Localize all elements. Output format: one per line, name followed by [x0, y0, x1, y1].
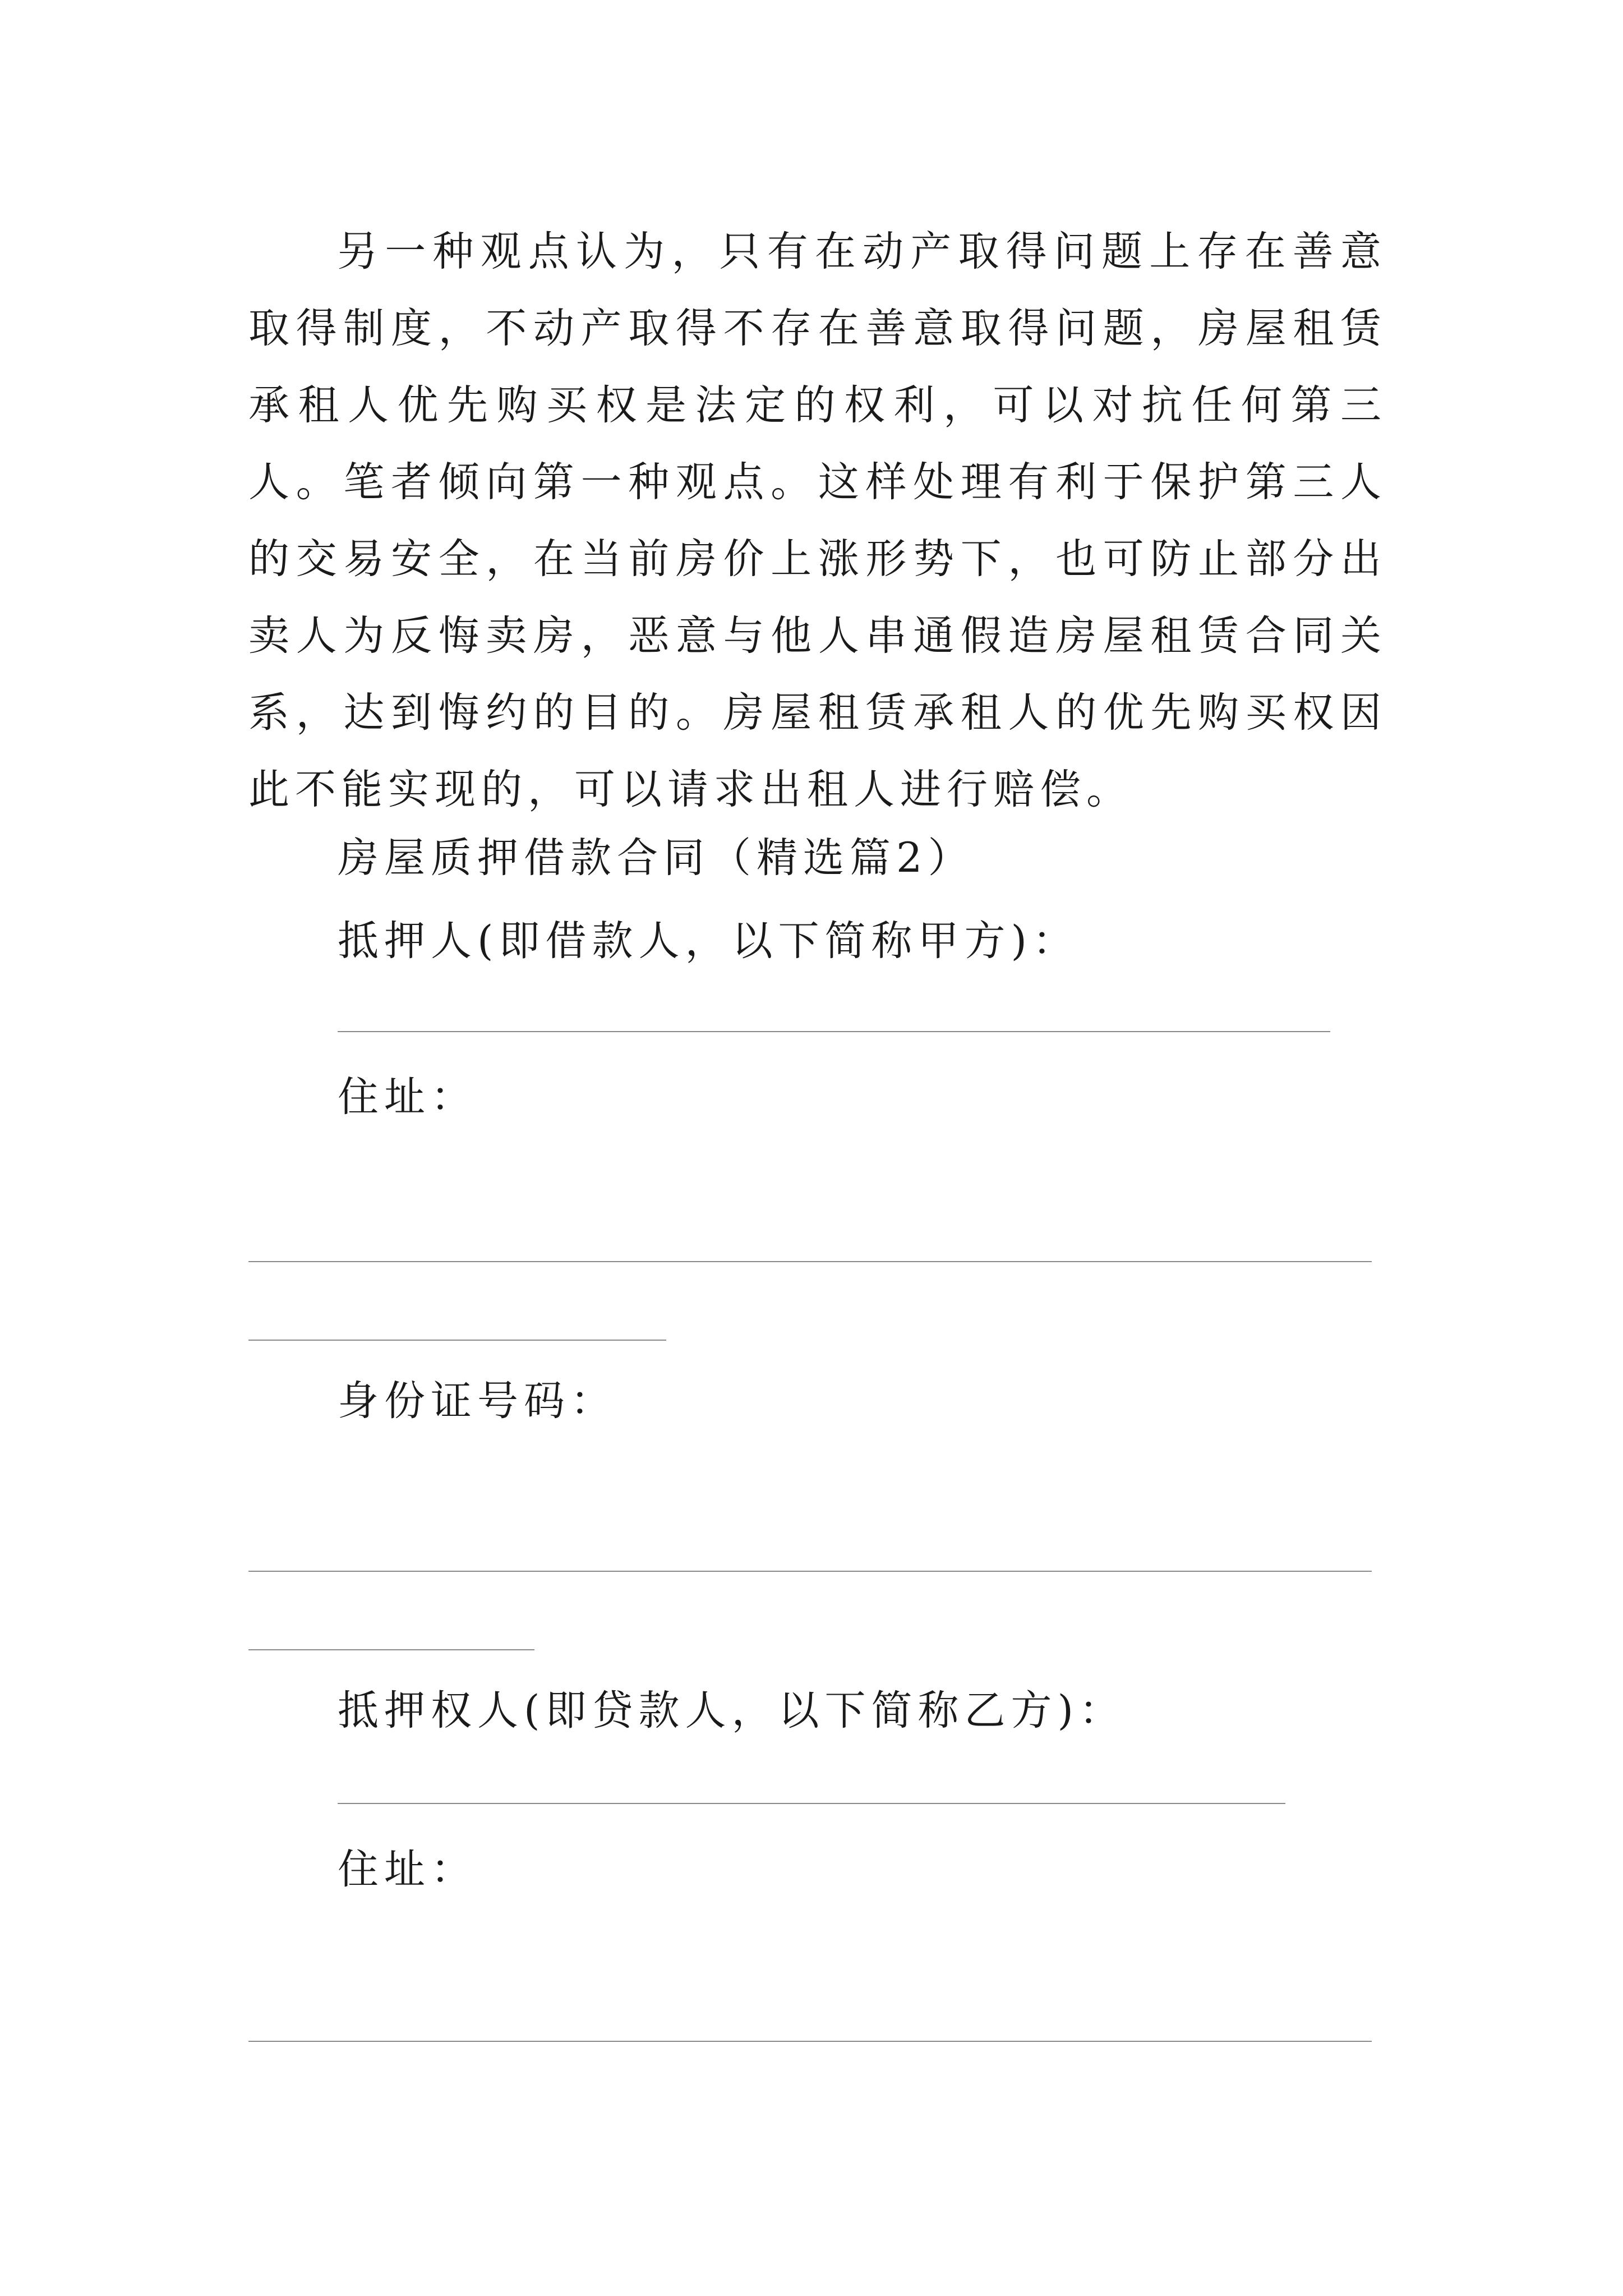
address-fill-line-2 — [248, 2041, 1372, 2042]
address-fill-line-1a — [248, 1261, 1372, 1262]
address-label-1: 住址： — [338, 1073, 477, 1121]
mortgagor-label: 抵押人(即借款人，以下简称甲方)： — [338, 917, 1079, 965]
id-number-label: 身份证号码： — [338, 1377, 617, 1425]
id-fill-line-a — [248, 1571, 1372, 1572]
address-label-2: 住址： — [338, 1846, 477, 1893]
section-title: 房屋质押借款合同（精选篇2） — [338, 834, 975, 882]
body-paragraph: 另一种观点认为，只有在动产取得问题上存在善意取得制度，不动产取得不存在善意取得问题，房屋租赁承租人优先购买权是法定的权利，可以对抗任何第三人。笔者倾向第一种观点。这样处理有利于保护第三人的交易安全，在当前房价上涨形势下，也可防止部分出卖人为反悔卖房，恶意与他人串通假造房屋租赁合同关系，达到悔约的目的。房屋租赁承租人的优先购买权因此不能实现的，可以请求出租人进行赔偿。 — [248, 228, 1387, 813]
address-fill-line-1b — [248, 1340, 666, 1341]
mortgagee-label: 抵押权人(即贷款人，以下简称乙方)： — [338, 1687, 1126, 1734]
mortgagor-fill-line — [338, 1031, 1330, 1032]
id-fill-line-b — [248, 1649, 534, 1650]
mortgagee-fill-line — [338, 1803, 1285, 1804]
